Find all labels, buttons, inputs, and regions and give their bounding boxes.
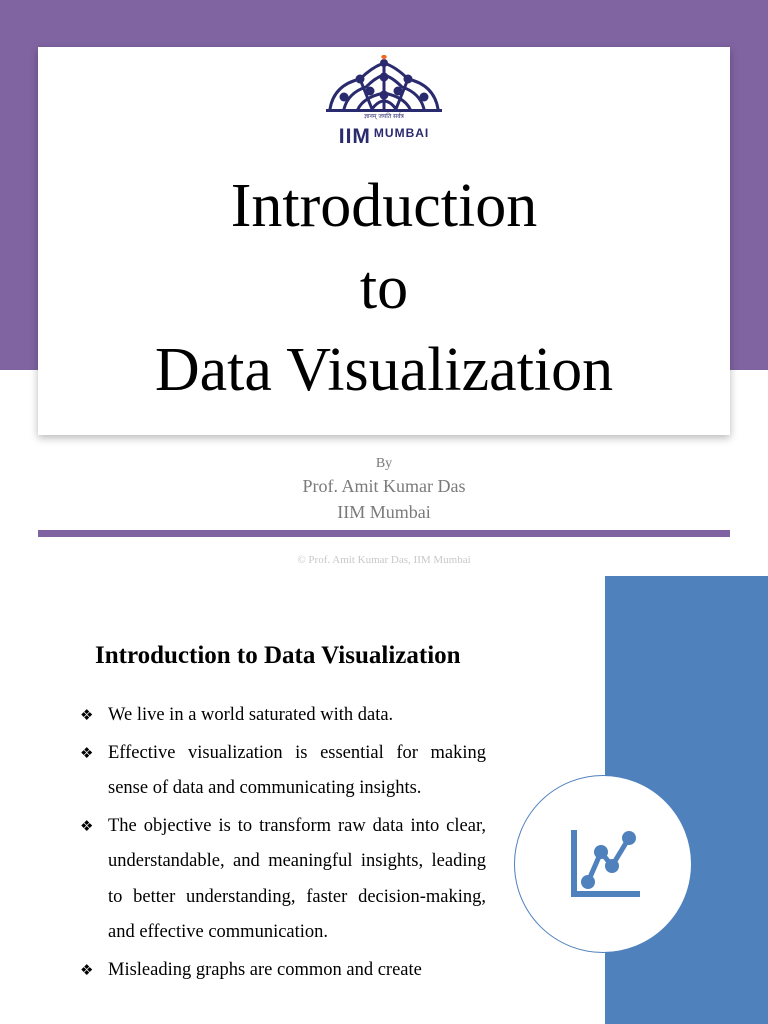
bullet-text: The objective is to transform raw data into clear, understandable, and meaningful insights, leading to better understanding, faster decision-making, and effective communication. <box>108 815 486 942</box>
title-line-2: to <box>359 254 409 322</box>
diamond-bullet-icon: ❖ <box>80 706 94 724</box>
diamond-bullet-icon: ❖ <box>80 816 94 835</box>
list-item <box>80 736 486 807</box>
author-name: Prof. Amit Kumar Das <box>302 476 466 496</box>
iim-mumbai-logo <box>324 55 444 148</box>
title-card <box>38 47 730 435</box>
bullet-text: We live in a world saturated with data. <box>108 705 394 725</box>
list-item <box>80 809 486 951</box>
copyright-notice: © Prof. Amit Kumar Das, IIM Mumbai <box>297 554 471 566</box>
bullet-text: Effective visualization is essential for making sense of data and communicating insights. <box>108 742 486 798</box>
diamond-bullet-icon: ❖ <box>80 743 94 762</box>
content-slide <box>0 576 768 1024</box>
bullet-text: Misleading graphs are common and create <box>108 959 422 980</box>
diamond-bullet-icon: ❖ <box>80 960 94 979</box>
iim-arch-logo-icon <box>324 55 444 117</box>
logo-motto: ज्ञानम् जयति सर्वत्र <box>364 113 404 120</box>
section-title: Introduction to Data Visualization <box>95 642 461 669</box>
icon-circle <box>514 775 692 953</box>
line-chart-icon <box>570 826 642 900</box>
logo-iim-text: IIM <box>338 125 371 148</box>
list-item <box>80 953 486 989</box>
list-item <box>80 698 486 734</box>
bullet-list <box>80 698 486 990</box>
author-institution: IIM Mumbai <box>337 502 431 522</box>
purple-divider <box>38 530 730 537</box>
logo-wordmark <box>324 119 444 147</box>
main-title <box>38 165 730 411</box>
title-line-3: Data Visualization <box>154 336 614 404</box>
byline <box>0 455 768 525</box>
logo-mumbai-text: MUMBAI <box>373 126 430 140</box>
title-line-1: Introduction <box>230 172 538 240</box>
by-label: By <box>375 456 393 471</box>
